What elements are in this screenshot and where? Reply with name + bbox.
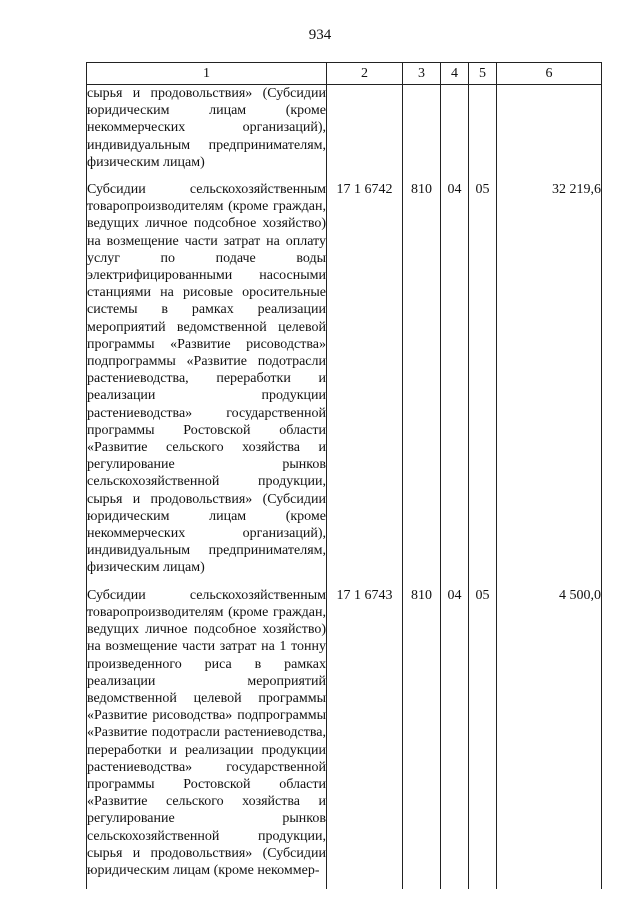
- row-description: Субсидии сельскохозяйственным товаропроизводителям (кроме граждан, ведущих личное подсобное хозяйство) на возмещение части затрат на оплату услуг по подаче воды электрифицированными насосными станциями на рисовые оросительные системы в рамках реализации мероприятий ведомственной целевой программы «Развитие рисоводства» подпрограммы «Развитие подотрасли растениеводства, переработки и реализации продукции растениеводства» государственной программы Ростовской области «Развитие сельского хозяйства и регулирование рынков сельскохозяйственной продукции, сырья и продовольствия» (Субсидии юридическим лицам (кроме некоммерческих организаций), индивидуальным предпринимателям, физическим лицам): [87, 181, 327, 587]
- row-expense-type: 810: [403, 587, 441, 889]
- column-header-1: 1: [87, 63, 327, 85]
- row-section: [441, 85, 469, 182]
- column-header-5: 5: [469, 63, 497, 85]
- page-number: 934: [308, 27, 332, 43]
- column-header-4: 4: [441, 63, 469, 85]
- budget-table: [86, 62, 602, 889]
- row-target-code: [327, 85, 403, 182]
- row-target-code: 17 1 6742: [327, 181, 403, 587]
- row-description: Субсидии сельскохозяйственным товаропроизводителям (кроме граждан, ведущих личное подсобное хозяйство) на возмещение части затрат на 1 тонну произведенного риса в рамках реализации мероприятий ведомственной целевой программы «Развитие рисоводства» подпрограммы «Развитие подотрасли растениеводства, переработки и реализации продукции растениеводства» государственной программы Ростовской области «Развитие сельского хозяйства и регулирование рынков сельскохозяйственной продукции, сырья и продовольствия» (Субсидии юридическим лицам (кроме некоммер-: [87, 587, 327, 889]
- row-subsection: [469, 85, 497, 182]
- column-header-6: 6: [497, 63, 602, 85]
- table-row: [87, 85, 602, 182]
- row-amount: 32 219,6: [497, 181, 602, 587]
- row-amount: [497, 85, 602, 182]
- row-subsection: 05: [469, 181, 497, 587]
- column-header-2: 2: [327, 63, 403, 85]
- row-section: 04: [441, 587, 469, 889]
- table-row: [87, 181, 602, 587]
- table-row: [87, 587, 602, 889]
- table-header-row: [87, 63, 602, 85]
- row-description: сырья и продовольствия» (Субсидии юридическим лицам (кроме некоммерческих организаций), индивидуальным предпринимателям, физическим лицам): [87, 85, 327, 182]
- row-amount: 4 500,0: [497, 587, 602, 889]
- row-section: 04: [441, 181, 469, 587]
- row-target-code: 17 1 6743: [327, 587, 403, 889]
- row-expense-type: [403, 85, 441, 182]
- row-expense-type: 810: [403, 181, 441, 587]
- column-header-3: 3: [403, 63, 441, 85]
- row-subsection: 05: [469, 587, 497, 889]
